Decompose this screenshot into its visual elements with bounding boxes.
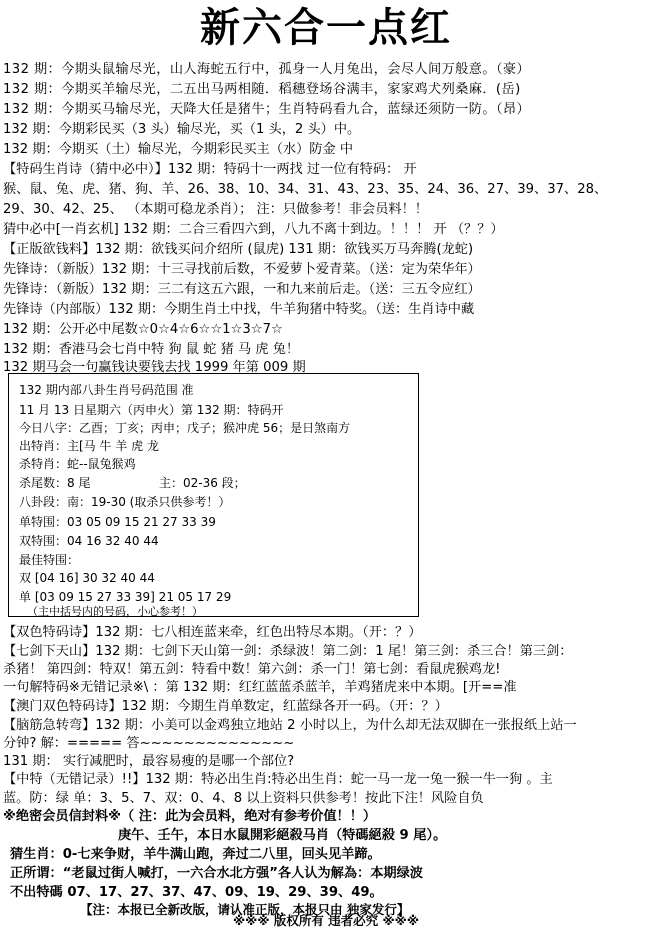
- page-title: 新六合一点红: [200, 4, 452, 51]
- text-line: 杀猪！ 第四剑：特双！第五剑：特看中数！第六剑：杀一门！第七剑：看鼠虎猴鸡龙!: [3, 662, 501, 677]
- text-line: 【脑筋急转弯】132 期：小美可以金鸡独立地站 2 小时以上，为什么却无法双脚在一张报纸上站一: [3, 718, 577, 733]
- text-line: 分钟? 解：===== 答~~~~~~~~~~~~~~: [3, 736, 295, 751]
- text-line: 132 期马会一句赢钱诀要钱去找 1999 年第 009 期: [3, 360, 306, 375]
- box-dan-te: 单特围：03 05 09 15 21 27 33 39: [19, 515, 216, 529]
- bold-line: 猜生肖：0-七来争财，羊牛满山跑，奔过二八里，回头见羊蹄。: [10, 847, 381, 862]
- bold-line: 正所谓：“老鼠过街人喊打，一六合水北方强”各人认为解為：本期绿波: [10, 866, 423, 881]
- box-bazi: 今日八字：乙酉；丁亥；丙申；戊子；猴冲虎 56；是日煞南方: [19, 421, 351, 435]
- box-zhu-duan: 主：02-36 段；: [159, 476, 246, 490]
- text-line: 132 期：今期彩民买（3 头）输尽光，买（1 头，2 头）中。: [3, 122, 361, 137]
- text-line: 131 期： 实行减肥时，最容易瘦的是哪一个部位?: [3, 754, 295, 769]
- bagua-info-box: [8, 373, 419, 617]
- notice-line: 【注：本报已全新改版，请认准正版，本报只由 独家发行】: [80, 902, 410, 917]
- text-line: 132 期：香港马会七肖中特 狗 鼠 蛇 猪 马 虎 兔！: [3, 342, 300, 357]
- text-line: 132 期：公开必中尾数☆0☆4☆6☆☆1☆3☆7☆: [3, 322, 283, 337]
- box-header: 132 期内部八卦生肖号码范围 准: [19, 383, 194, 397]
- text-line: 132 期：今期买羊输尽光，二五出马两相随．稻穗登场谷满丰，家家鸡犬列桑麻．(岳): [3, 82, 521, 97]
- box-shuang-row: 双 [04 16] 30 32 40 44: [19, 571, 155, 585]
- member-envelope-heading: ※绝密会员信封料※（ 注：此为会员料，绝对有参考价值！！）: [3, 809, 377, 824]
- box-note: （主中括号内的号码，小心参考！）: [27, 605, 203, 618]
- text-line: 132 期：今期买马输尽光，天降大任是猪牛；生肖特码看九合，蓝绿还须防一防。（昂）: [3, 102, 531, 117]
- text-line: 先锋诗：（新版）132 期：十三寻找前后数，不爱萝卜爱青菜。（送：定为荣华年）: [3, 262, 481, 277]
- copyright-line: ※※※ 版权所有 违者必究 ※※※: [233, 913, 419, 928]
- box-zuijia: 最佳特围：: [19, 553, 80, 567]
- text-line: 29、30、42、25、 （本期可稳龙杀肖）； 注：只做参考！非会员料！！: [3, 202, 428, 217]
- text-line: 132 期：今期买（土）输尽光，今期彩民买主（水）防金 中: [3, 142, 354, 157]
- text-line: 先锋诗（内部版）132 期：今期生肖土中找，牛羊狗猪中特奖。（送：生肖诗中藏: [3, 302, 475, 317]
- bold-line: 庚午、壬午，本日水鼠開彩絕殺马肖（特碼絕殺 9 尾）。: [118, 828, 447, 843]
- box-te-xiao: 出特肖：主[马 牛 羊 虎 龙: [19, 439, 159, 453]
- text-line: 猴、鼠、兔、虎、猪、狗、羊、26、38、10、34、31、43、23、35、24、36、27、39、37、28、: [3, 182, 608, 197]
- box-dan-row: 单 [03 09 15 27 33 39] 21 05 17 29: [19, 590, 232, 604]
- text-line: 猜中必中[一肖玄机] 132 期：二合三看四六到，八九不离十到边。！！！ 开 （？？）: [3, 222, 504, 237]
- text-line: 【双色特码诗】132 期：七八相连蓝来牵，红色出特尽本期。（开：？）: [3, 625, 422, 640]
- text-line: 【澳门双色特码诗】132 期：今期生肖单数定，红蓝绿各开一码。（开：？）: [3, 699, 448, 714]
- text-line: 【正版欲钱料】132 期：欲钱买问介绍所 (鼠虎) 131 期：欲钱买万马奔腾(龙蛇): [3, 242, 474, 257]
- box-sha-wei: 杀尾数：8 尾: [19, 476, 91, 490]
- text-line: 【七剑下天山】132 期：七剑下天山第一剑：杀绿波！第二剑：1 尾！第三剑：杀三合！第三剑：: [3, 644, 573, 659]
- bold-line: 不出特碼 07、17、27、37、47、09、19、29、39、49。: [10, 885, 383, 900]
- box-sha-xiao: 杀特肖：蛇--鼠兔猴鸡: [19, 457, 136, 471]
- text-line: 【中特（无错记录）!!】132 期：特必出生肖:特必出生肖：蛇一马一龙一兔一猴一牛一狗 。主: [3, 772, 553, 787]
- box-date: 11 月 13 日星期六（丙申火）第 132 期：特码开: [19, 403, 284, 417]
- text-line: 先锋诗：（新版）132 期：三二有这五六跟，一和九来前后走。（送：三五令应红）: [3, 282, 481, 297]
- box-bagua: 八卦段：南：19-30 (取杀只供参考！）: [19, 495, 231, 509]
- text-line: 132 期：今期头鼠输尽光，山人海蛇五行中，孤身一人月兔出，会尽人间万般意。（豪）: [3, 62, 531, 77]
- box-shuang-te: 双特围：04 16 32 40 44: [19, 534, 159, 548]
- text-line: 一句解特码※无错记录※\ ：第 132 期：红红蓝蓝杀蓝羊，羊鸡猪虎来中本期。[开==准: [3, 680, 517, 695]
- text-line: 蓝。防：绿 单：3、5、7、双：0、4、8 以上资料只供参考！按此下注！风险自负: [3, 791, 484, 806]
- text-line: 【特码生肖诗（猜中必中）】132 期：特码十一两找 过一位有特码： 开: [3, 162, 417, 177]
